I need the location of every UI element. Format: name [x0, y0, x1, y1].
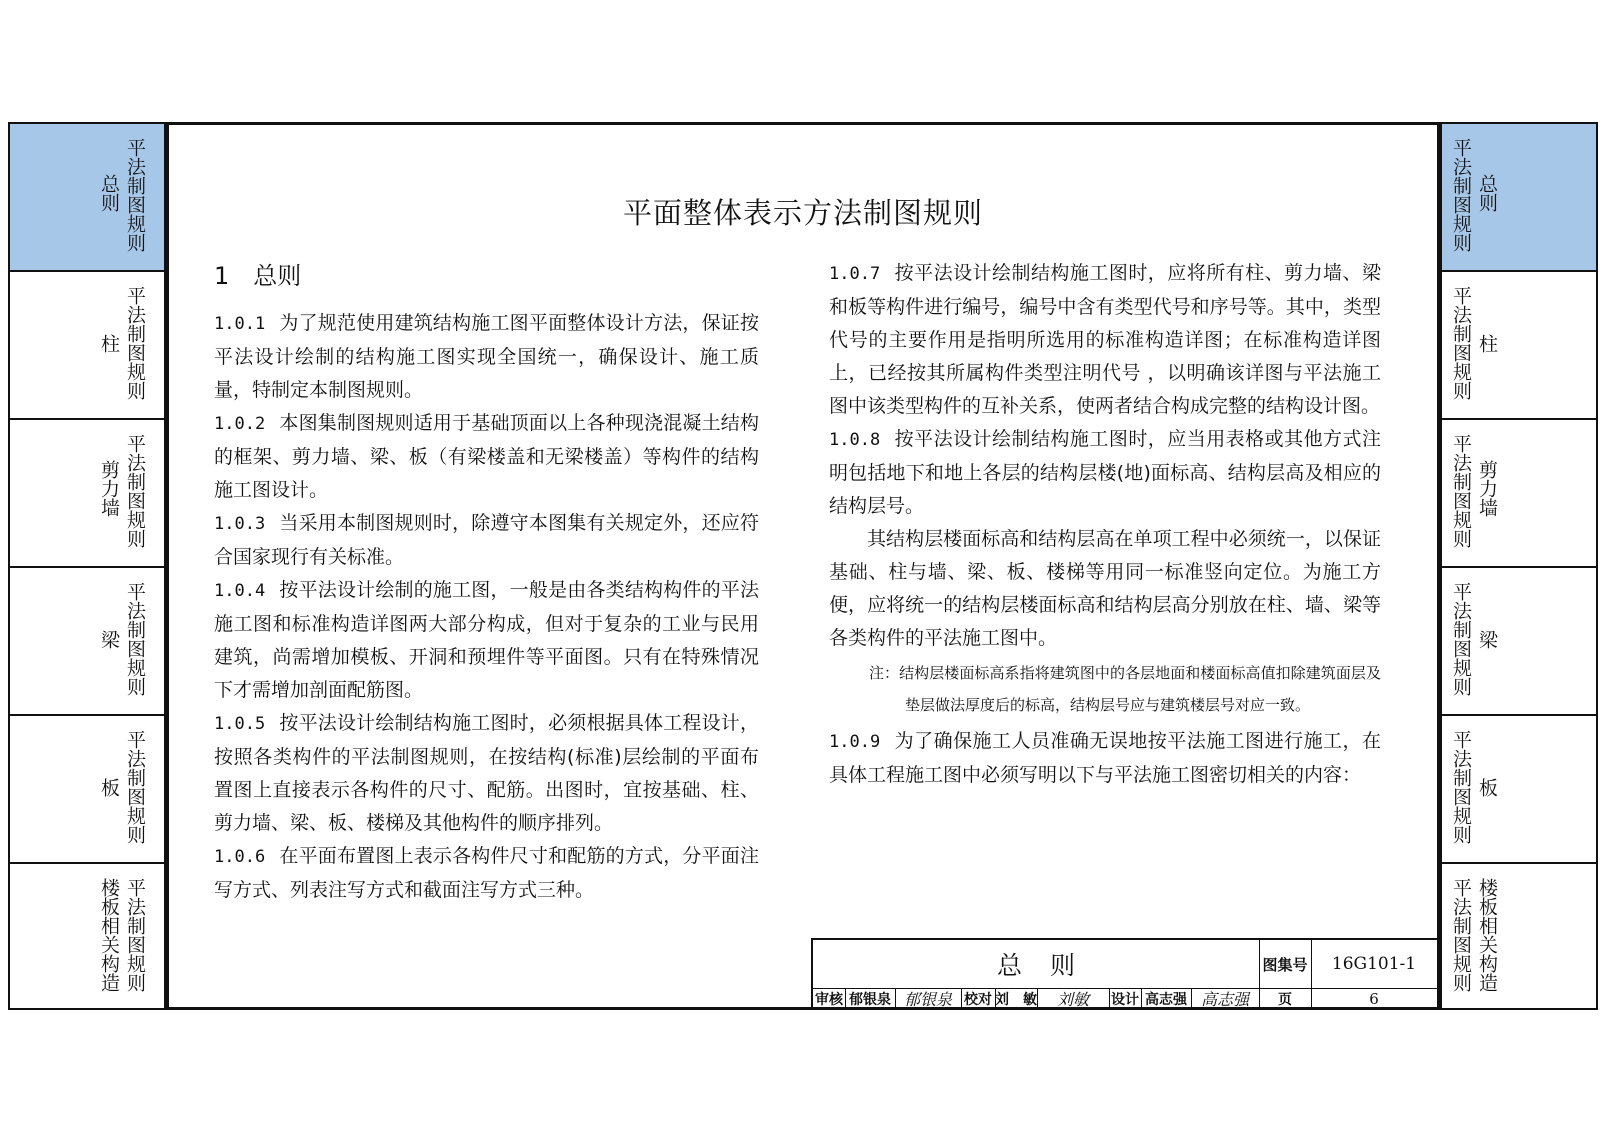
nav-tab-main-label: 平法制图规则 — [124, 878, 146, 992]
nav-tab-2[interactable] — [1442, 420, 1596, 568]
check-label: 校对 — [964, 991, 992, 1008]
nav-tab-sub-label: 梁 — [98, 630, 120, 649]
clause-1-0-8-continued: 其结构层楼面标高和结构层高在单项工程中必须统一，以保证基础、柱与墙、梁、板、楼梯等用同一标准竖向定位。为施工方便，应将统一的结构层楼面标高和结构层高分别放在柱、墙、梁等各类构件的平法施工图中。 — [829, 528, 1381, 649]
note: 注：结构层楼面标高系指将建筑图中的各层地面和楼面标高值扣除建筑面层及垫层做法厚度后的标高，结构层号应与建筑楼层号对应一致。 — [869, 664, 1381, 714]
title-block — [811, 938, 1437, 1007]
nav-tab-main-label: 平法制图规则 — [124, 730, 146, 844]
checker-signature: 刘敏 — [1056, 990, 1089, 1009]
reviewer-signature: 郁银泉 — [903, 990, 952, 1009]
nav-tab-main-label: 平法制图规则 — [124, 138, 146, 252]
nav-tab-3[interactable] — [1442, 568, 1596, 716]
right-column — [829, 257, 1381, 792]
nav-tab-0[interactable] — [1442, 124, 1596, 272]
page-title: 平面整体表示方法制图规则 — [622, 196, 983, 230]
nav-tab-main-label: 平法制图规则 — [1450, 286, 1472, 400]
clause-1-0-6: 1.0.6 在平面布置图上表示各构件尺寸和配筋的方式，分平面注写方式、列表注写方式和截面注写方式三种。 — [214, 845, 759, 901]
left-column — [214, 307, 759, 907]
clause-1-0-3: 1.0.3 当采用本制图规则时，除遵守本图集有关规定外，还应符合国家现行有关标准。 — [214, 512, 759, 568]
clause-1-0-8: 1.0.8 按平法设计绘制结构施工图时，应当用表格或其他方式注明包括地下和地上各层的结构层楼(地)面标高、结构层高及相应的结构层号。 — [829, 428, 1381, 517]
nav-tab-1[interactable] — [1442, 272, 1596, 420]
checker-name: 刘 敏 — [995, 991, 1037, 1008]
section-heading: 1 总则 — [214, 262, 302, 290]
nav-tab-sub-label: 板 — [1476, 778, 1498, 797]
drawing-sheet — [166, 122, 1440, 1010]
nav-tab-sub-label: 柱 — [98, 334, 120, 353]
nav-tab-main-label: 平法制图规则 — [1450, 582, 1472, 696]
nav-tab-main-label: 平法制图规则 — [1450, 878, 1472, 992]
nav-tab-sub-label: 楼板相关构造 — [1476, 878, 1498, 992]
nav-tab-sub-label: 总则 — [98, 174, 120, 212]
clause-1-0-2: 1.0.2 本图集制图规则适用于基础顶面以上各种现浇混凝土结构的框架、剪力墙、梁、板（有梁楼盖和无梁楼盖）等构件的结构施工图设计。 — [214, 412, 759, 501]
designer-name: 高志强 — [1145, 991, 1187, 1008]
design-label: 设计 — [1111, 991, 1139, 1008]
nav-tab-sub-label: 总则 — [1476, 174, 1498, 212]
page-label: 页 — [1278, 991, 1292, 1008]
nav-tab-5[interactable] — [1442, 864, 1596, 1008]
right-nav-tabs — [1440, 122, 1598, 1010]
nav-tab-main-label: 平法制图规则 — [124, 434, 146, 548]
clause-1-0-1: 1.0.1 为了规范使用建筑结构施工图平面整体设计方法，保证按平法设计绘制的结构施工图实现全国统一，确保设计、施工质量，特制定本制图规则。 — [214, 312, 759, 401]
nav-tab-5[interactable] — [10, 864, 164, 1008]
nav-tab-3[interactable] — [10, 568, 164, 716]
left-nav-tabs — [8, 122, 166, 1010]
reviewer-name: 郁银泉 — [849, 991, 891, 1008]
nav-tab-main-label: 平法制图规则 — [124, 582, 146, 696]
nav-tab-sub-label: 剪力墙 — [1476, 460, 1498, 517]
atlas-number: 16G101-1 — [1331, 954, 1417, 974]
nav-tab-sub-label: 剪力墙 — [98, 460, 120, 517]
clause-1-0-4: 1.0.4 按平法设计绘制的施工图，一般是由各类结构构件的平法施工图和标准构造详图两大部分构成，但对于复杂的工业与民用建筑，尚需增加模板、开洞和预埋件等平面图。只有在特殊情况下才需增加剖面配筋图。 — [214, 579, 759, 701]
nav-tab-main-label: 平法制图规则 — [1450, 434, 1472, 548]
nav-tab-main-label: 平法制图规则 — [1450, 730, 1472, 844]
nav-tab-sub-label: 板 — [98, 778, 120, 797]
nav-tab-sub-label: 柱 — [1476, 334, 1498, 353]
clause-1-0-9: 1.0.9 为了确保施工人员准确无误地按平法施工图进行施工，在具体工程施工图中必须写明以下与平法施工图密切相关的内容： — [829, 730, 1381, 786]
nav-tab-sub-label: 梁 — [1476, 630, 1498, 649]
atlas-number-label: 图集号 — [1262, 955, 1308, 974]
clause-1-0-5: 1.0.5 按平法设计绘制结构施工图时，必须根据具体工程设计，按照各类构件的平法制图规则，在按结构(标准)层绘制的平面布置图上直接表示各构件的尺寸、配筋。出图时，宜按基础、柱、剪力墙、梁、板、楼梯及其他构件的顺序排列。 — [214, 712, 759, 834]
nav-tab-4[interactable] — [10, 716, 164, 864]
nav-tab-2[interactable] — [10, 420, 164, 568]
designer-signature: 高志强 — [1200, 990, 1249, 1009]
nav-tab-1[interactable] — [10, 272, 164, 420]
nav-tab-4[interactable] — [1442, 716, 1596, 864]
nav-tab-main-label: 平法制图规则 — [124, 286, 146, 400]
nav-tab-0[interactable] — [10, 124, 164, 272]
nav-tab-sub-label: 楼板相关构造 — [98, 878, 120, 992]
nav-tab-main-label: 平法制图规则 — [1450, 138, 1472, 252]
title-block-title: 总则 — [996, 951, 1103, 980]
page-number: 6 — [1369, 989, 1379, 1008]
review-label: 审核 — [815, 991, 843, 1008]
clause-1-0-7: 1.0.7 按平法设计绘制结构施工图时，应将所有柱、剪力墙、梁和板等构件进行编号，编号中含有类型代号和序号等。其中，类型代号的主要作用是指明所选用的标准构造详图；在标准构造详图上，已经按其所属构件类型注明代号 ，以明确该详图与平法施工图中该类型构件的互补关系，使两者结合构成完整的结构设计图。 — [829, 262, 1381, 417]
